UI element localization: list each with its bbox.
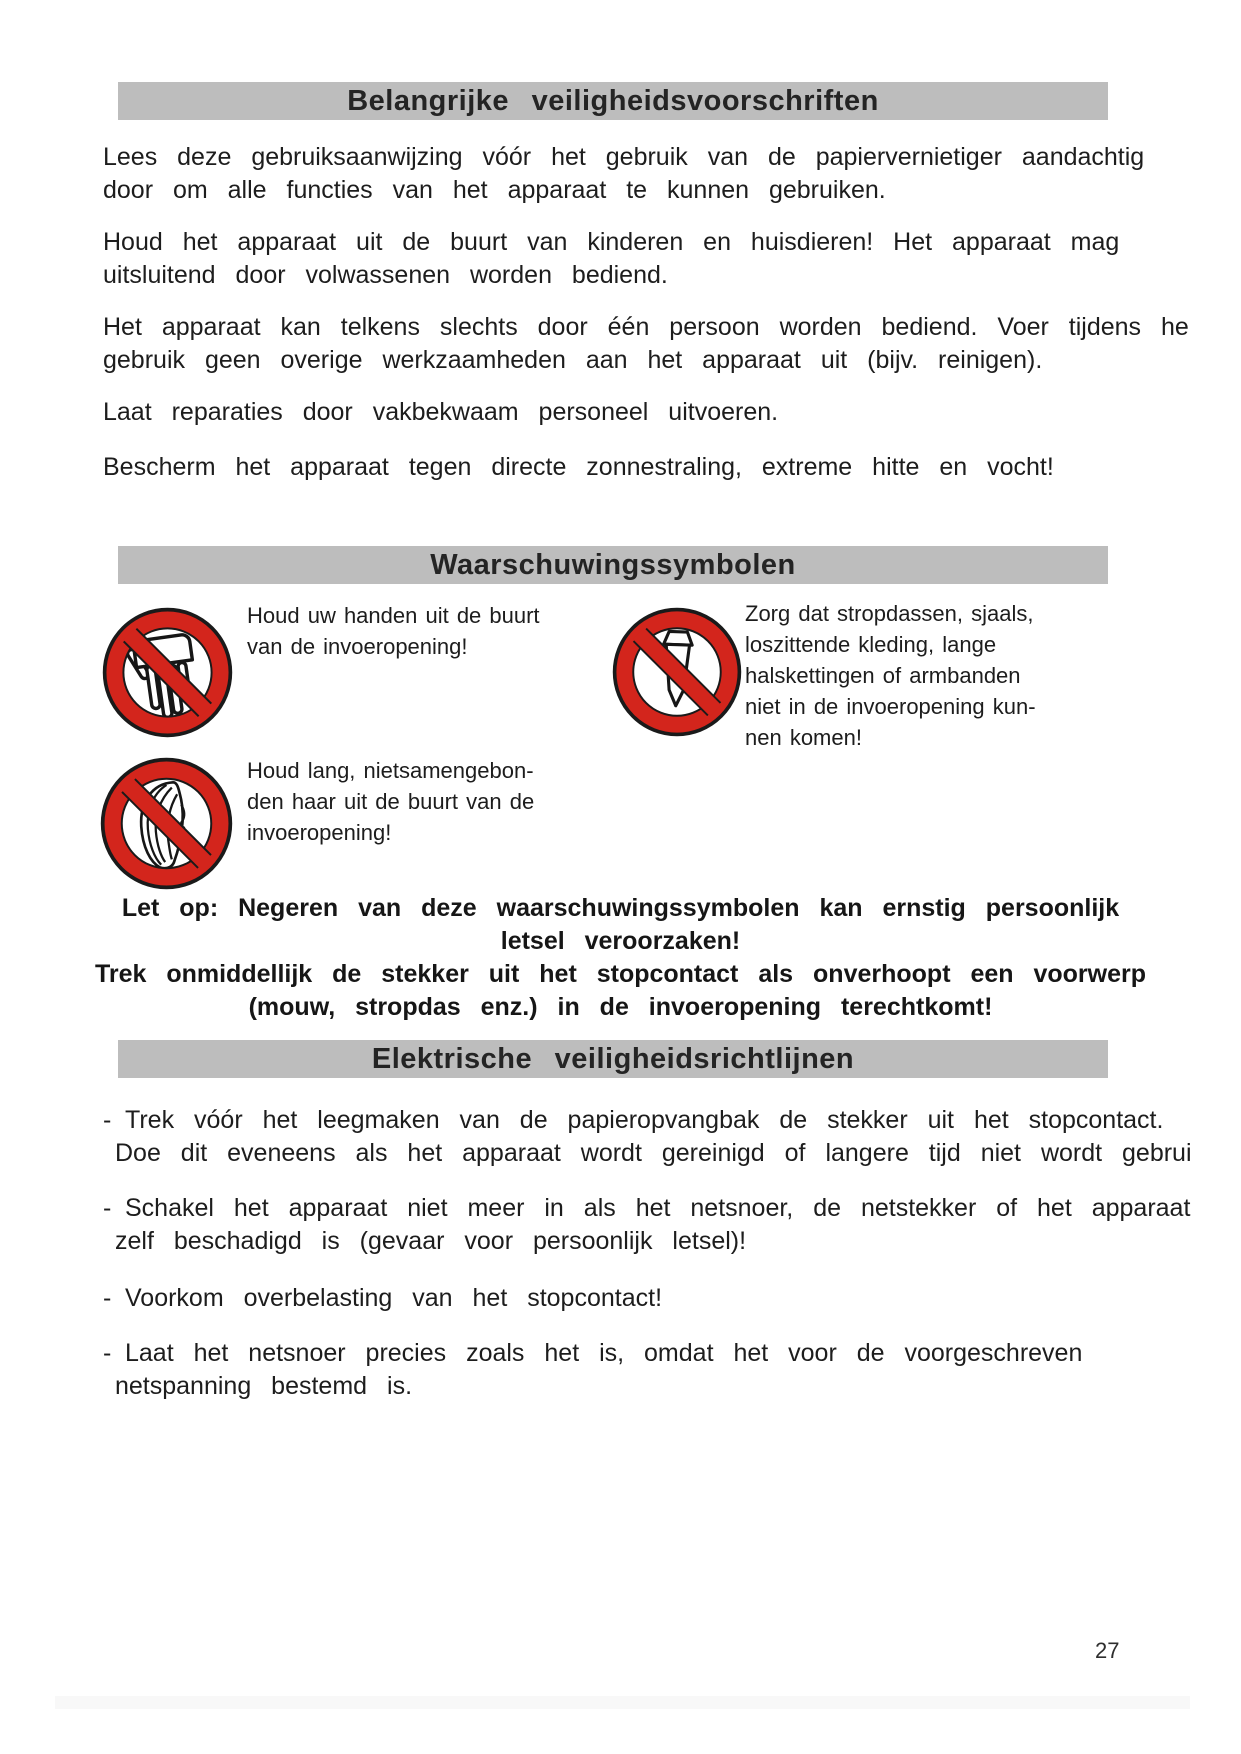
text-line: den haar uit de buurt van de xyxy=(247,789,535,814)
text-line: halskettingen of armbanden xyxy=(745,663,1021,688)
text-line: niet in de invoeropening kun- xyxy=(745,694,1036,719)
section-header-safety-title: Belangrijke veiligheidsvoorschriften xyxy=(347,84,879,117)
text-line: - Voorkom overbelasting van het stopcontact! xyxy=(103,1282,662,1315)
text-line: Laat reparaties door vakbekwaam personeel uitvoeren. xyxy=(103,398,779,426)
text-line: gebruik geen overige werkzaamheden aan het apparaat uit (bijv. reinigen). xyxy=(103,346,1043,374)
electrical-item-damaged xyxy=(103,1192,1190,1258)
caption-no-neckties xyxy=(745,598,1036,753)
scan-artifact-band xyxy=(55,1696,1190,1709)
paragraph-keep-away-children xyxy=(103,226,1119,292)
text-line: netspanning bestemd is. xyxy=(115,1372,413,1400)
section-header-electrical-title: Elektrische veiligheidsrichtlijnen xyxy=(371,1042,855,1075)
warning-note xyxy=(0,892,1241,1024)
electrical-item-overload xyxy=(103,1282,662,1315)
caption-no-hands xyxy=(247,600,540,662)
text-line: uitsluitend door volwassenen worden bediend. xyxy=(103,261,668,289)
text-line: letsel veroorzaken! xyxy=(500,927,741,955)
electrical-item-cord xyxy=(103,1337,1082,1403)
text-line: invoeropening! xyxy=(247,820,392,845)
electrical-item-unplug xyxy=(103,1104,1192,1170)
paragraph-one-person xyxy=(103,311,1189,377)
text-line: - Laat het netsnoer precies zoals het is, omdat het voor de voorgeschreven xyxy=(103,1337,1082,1370)
text-line: Trek onmiddellijk de stekker uit het stopcontact als onverhoopt een voorwerp xyxy=(94,960,1147,988)
text-line: - Trek vóór het leegmaken van de papieropvangbak de stekker uit het stopcontact. xyxy=(103,1104,1192,1137)
text-line: door om alle functies van het apparaat te kunnen gebruiken. xyxy=(103,176,886,204)
section-header-warning-symbols xyxy=(118,546,1108,584)
paragraph-repairs xyxy=(103,396,778,429)
text-line: van de invoeropening! xyxy=(247,634,468,659)
text-line: Let op: Negeren van deze waarschuwingssymbolen kan ernstig persoonlijk xyxy=(121,894,1120,922)
bullet-dash: - xyxy=(103,1339,112,1367)
no-long-hair-prohibition-icon xyxy=(100,757,233,890)
page-number: 27 xyxy=(1095,1638,1120,1663)
section-header-warning-symbols-title: Waarschuwingssymbolen xyxy=(430,548,796,581)
bullet-dash: - xyxy=(103,1284,112,1312)
no-neckties-prohibition-icon xyxy=(612,607,742,737)
text-line: Doe dit eveneens als het apparaat wordt gereinigd of langere tijd niet wordt gebrui xyxy=(115,1139,1192,1167)
text-line: Houd het apparaat uit de buurt van kinderen en huisdieren! Het apparaat mag xyxy=(103,228,1120,256)
text-line: Houd uw handen uit de buurt xyxy=(247,603,540,628)
bullet-dash: - xyxy=(103,1194,112,1222)
text-line: zelf beschadigd is (gevaar voor persoonlijk letsel)! xyxy=(115,1227,747,1255)
text-line: - Schakel het apparaat niet meer in als het netsnoer, de netstekker of het apparaat xyxy=(103,1192,1190,1225)
text-line: Houd lang, nietsamengebon- xyxy=(247,758,534,783)
text-line: loszittende kleding, lange xyxy=(745,632,997,657)
bullet-dash: - xyxy=(103,1106,112,1134)
text-line: Lees deze gebruiksaanwijzing vóór het gebruik van de papiervernietiger aandachtig xyxy=(103,143,1145,171)
text-line: Zorg dat stropdassen, sjaals, xyxy=(745,601,1034,626)
text-line: nen komen! xyxy=(745,725,862,750)
text-line: Bescherm het apparaat tegen directe zonnestraling, extreme hitte en vocht! xyxy=(103,453,1054,481)
paragraph-protect-sunlight xyxy=(103,451,1054,484)
text-line: Het apparaat kan telkens slechts door één persoon worden bediend. Voer tijdens he xyxy=(103,313,1189,341)
section-header-electrical xyxy=(118,1040,1108,1078)
section-header-safety xyxy=(118,82,1108,120)
paragraph-read-manual xyxy=(103,141,1144,207)
text-line: (mouw, stropdas enz.) in de invoeropening terechtkomt! xyxy=(248,993,993,1021)
caption-no-long-hair xyxy=(247,755,534,848)
no-hands-prohibition-icon xyxy=(102,607,233,738)
